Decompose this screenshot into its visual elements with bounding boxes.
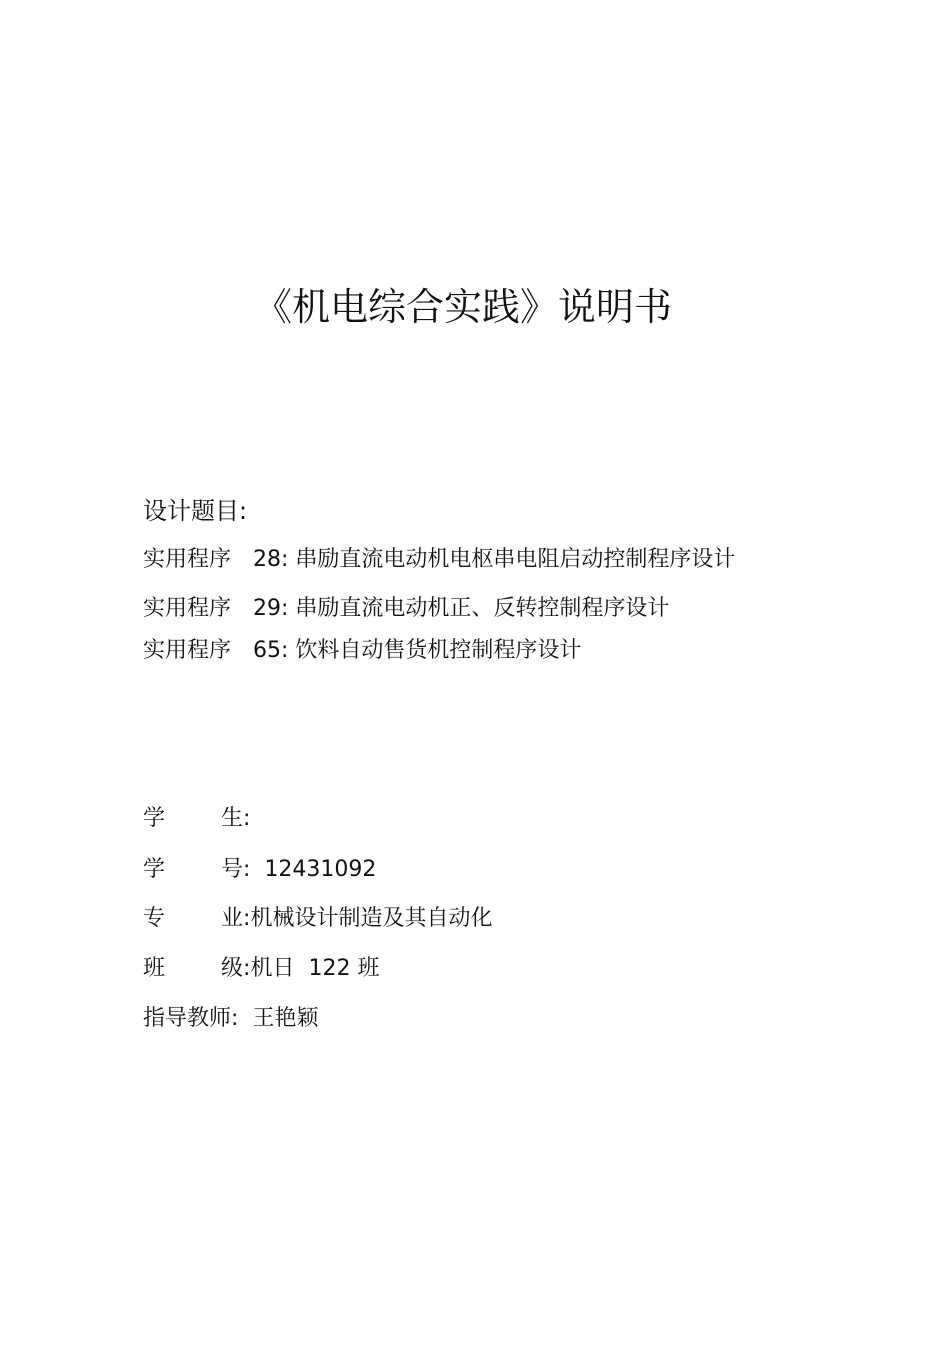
info-label-char: 业 (221, 906, 244, 931)
advisor-row (143, 1004, 318, 1034)
topic-number: 65 (253, 638, 281, 663)
topic-separator: : (281, 596, 289, 621)
topic-item (143, 594, 669, 624)
topic-number: 28 (253, 547, 281, 572)
topic-number: 29 (253, 596, 281, 621)
class-value-prefix: 机日 (250, 956, 295, 981)
major-row (143, 904, 492, 934)
info-label-char: 学 (143, 857, 166, 882)
topic-text: 饮料自动售货机控制程序设计 (295, 638, 582, 663)
topic-label: 实用程序 (143, 596, 232, 621)
info-colon: : (243, 956, 251, 981)
topic-label: 实用程序 (143, 638, 232, 663)
info-colon: : (243, 906, 251, 931)
student-id-value: 12431092 (264, 857, 377, 882)
info-label-char: 学 (143, 806, 166, 831)
topic-label: 实用程序 (143, 547, 232, 572)
major-value: 机械设计制造及其自动化 (250, 906, 493, 931)
topic-item (143, 545, 735, 575)
student-name-row (143, 804, 264, 834)
class-value-number: 122 班 (308, 956, 380, 981)
design-topic-heading: 设计题目: (143, 497, 248, 525)
topic-separator: : (281, 638, 289, 663)
topic-text: 串励直流电动机电枢串电阻启动控制程序设计 (295, 547, 736, 572)
advisor-value: 王艳颖 (252, 1006, 319, 1031)
info-label-char: 专 (143, 906, 166, 931)
student-id-row (143, 855, 376, 885)
info-label-char: 班 (143, 956, 166, 981)
info-colon: : (231, 1006, 239, 1031)
topic-text: 串励直流电动机正、反转控制程序设计 (295, 596, 670, 621)
advisor-label: 指导教师 (143, 1006, 232, 1031)
class-row (143, 954, 379, 984)
topic-item (143, 636, 581, 666)
document-title: 《机电综合实践》说明书 (253, 285, 672, 329)
info-label-char: 号 (221, 857, 244, 882)
topic-separator: : (281, 547, 289, 572)
info-label-char: 生 (221, 806, 244, 831)
info-colon: : (243, 857, 251, 882)
info-colon: : (243, 806, 251, 831)
info-label-char: 级 (221, 956, 244, 981)
